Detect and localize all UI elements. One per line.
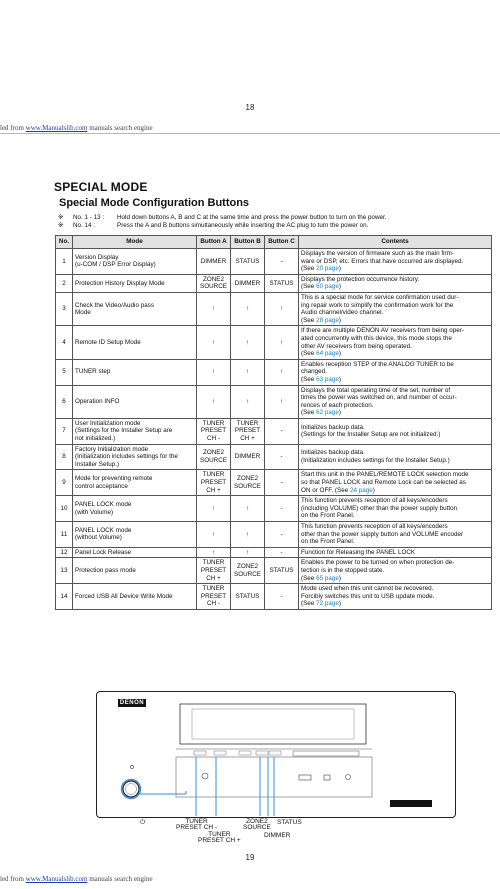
button-b-cell <box>231 385 265 418</box>
cell-line: ↑ <box>211 368 216 376</box>
cell-line: Protection History Display Mode <box>75 279 165 287</box>
mode-name <box>73 249 197 275</box>
header-no: No. <box>56 236 73 249</box>
cell-line: CH - <box>207 435 220 443</box>
contents-cell <box>299 547 492 558</box>
cell-line: DIMMER <box>200 257 227 265</box>
cell-line: ↑ <box>279 397 284 405</box>
cell-line: This function prevents reception of all keys/encoders <box>301 497 448 505</box>
cell-line: ↑ <box>245 504 250 512</box>
cell-line: ↑ <box>245 548 250 556</box>
see-prefix: (See <box>301 350 317 358</box>
bottom-page-number: 19 <box>245 853 255 862</box>
button-a-cell <box>197 418 231 444</box>
command-logo <box>390 800 432 807</box>
cell-line: (Initialization includes settings for the Installer Setup.) <box>301 457 450 465</box>
cell-line: TUNER step <box>75 368 111 376</box>
see-prefix: (See <box>301 316 317 324</box>
cell-line: Installer Setup.) <box>75 460 120 468</box>
mode-name <box>73 274 197 292</box>
cell-line: Operation INFO <box>75 397 120 405</box>
note-key: No. 14 : <box>73 222 96 230</box>
contents-cell <box>299 558 492 584</box>
button-a-cell <box>197 584 231 610</box>
cell-line: times the power was switched on, and number of occur- <box>301 394 457 402</box>
row-number: 3 <box>56 292 73 325</box>
row-number: 8 <box>56 444 73 470</box>
cell-line: on the Front Panel. <box>301 538 355 546</box>
cell-line: ↑ <box>245 530 250 538</box>
row-number: 7 <box>56 418 73 444</box>
power-label: ⏻ <box>140 819 146 826</box>
table-row <box>56 547 492 558</box>
cell-line: - <box>280 504 283 512</box>
table-row <box>56 444 492 470</box>
cell-line: ZONE2 <box>203 449 224 457</box>
cell-line: This is a special mode for service confirmation used dur- <box>301 293 459 301</box>
cell-line: ware or DSP, etc. Errors that have occurred are displayed. <box>301 257 464 265</box>
button-a-cell <box>197 385 231 418</box>
page-reference-link[interactable]: 72 page <box>316 600 339 608</box>
button-c-cell <box>265 584 299 610</box>
page-reference-link[interactable]: 24 page <box>350 486 373 494</box>
button-a-cell <box>197 249 231 275</box>
button-b-cell <box>231 470 265 496</box>
see-prefix: (See <box>301 265 317 273</box>
cell-line: Mode for preventing remote <box>75 475 153 483</box>
button-b-cell <box>231 547 265 558</box>
cell-line: ↑ <box>279 368 284 376</box>
button-c-cell <box>265 558 299 584</box>
manualslib-link[interactable]: www.Manualslib.com <box>25 875 88 883</box>
mode-name <box>73 547 197 558</box>
cell-line: PRESET <box>200 479 227 487</box>
cell-line: so that PANEL LOCK and Remote Lock can be selected as <box>301 479 466 487</box>
cell-line: SOURCE <box>234 570 261 578</box>
row-number: 1 <box>56 249 73 275</box>
dimmer-label: DIMMER <box>264 832 291 839</box>
table-row <box>56 385 492 418</box>
button-a-cell <box>197 496 231 522</box>
mode-name <box>73 418 197 444</box>
button-c-cell <box>265 470 299 496</box>
note-text: Press the A and B buttons simultaneously while inserting the AC plug to turn the power on. <box>117 222 369 230</box>
button-b-cell <box>231 292 265 325</box>
see-suffix: ) <box>338 265 341 273</box>
table-row <box>56 522 492 548</box>
button-c-cell <box>265 444 299 470</box>
page-reference-link[interactable]: 28 page <box>316 316 339 324</box>
header-button-b: Button B <box>231 236 265 249</box>
cell-line: Forcibly switches this unit to USB update mode. <box>301 592 435 600</box>
contents-cell <box>299 496 492 522</box>
mode-name <box>73 444 197 470</box>
contents-cell <box>299 385 492 418</box>
cell-line: tection is in the stopped state. <box>301 566 385 574</box>
cell-line: STATUS <box>235 257 260 265</box>
notes <box>58 214 387 230</box>
contents-cell <box>299 470 492 496</box>
cell-line: - <box>280 257 283 265</box>
button-a-cell <box>197 558 231 584</box>
note-mark: ※ <box>58 214 64 221</box>
cell-line: CH + <box>206 574 221 582</box>
cell-line: changed. <box>301 368 327 376</box>
button-a-cell <box>197 522 231 548</box>
mode-name <box>73 385 197 418</box>
mode-name <box>73 292 197 325</box>
front-button <box>269 751 281 755</box>
note-line <box>58 214 387 222</box>
note-text: Hold down buttons A, B and C at the same time and press the power button to turn on the power. <box>117 214 387 221</box>
button-c-cell <box>265 326 299 359</box>
cell-line: This function prevents reception of all keys/encoders <box>301 523 448 530</box>
cell-line: PANEL LOCK mode <box>75 501 132 509</box>
see-suffix: ) <box>338 574 341 582</box>
cell-line: (including VOLUME) other than the power supply button <box>301 504 458 512</box>
cell-line: Check the Video/Audio pass <box>75 301 154 309</box>
page-reference-link[interactable]: 62 page <box>316 409 339 417</box>
row-number: 13 <box>56 558 73 584</box>
row-number: 2 <box>56 274 73 292</box>
cell-line: other AV receivers from being operated. <box>301 342 412 350</box>
button-b-cell <box>231 558 265 584</box>
cell-line: ↑ <box>211 548 216 556</box>
header-contents: Contents <box>299 236 492 249</box>
cell-line: on the Front Panel. <box>301 512 355 520</box>
see-suffix: ) <box>338 375 341 383</box>
cell-line: Displays the protection occurrence history. <box>301 275 420 283</box>
button-strip <box>293 751 359 756</box>
cell-line: PRESET <box>200 427 227 435</box>
cell-line: PRESET <box>200 566 227 574</box>
button-c-cell <box>265 418 299 444</box>
button-a-cell <box>197 547 231 558</box>
footer-prefix: led from <box>0 124 26 132</box>
see-suffix: ) <box>338 283 341 291</box>
cell-line: (Initialization includes settings for the <box>75 453 178 461</box>
footer-suffix: manuals search engine <box>87 124 153 132</box>
see-prefix: (See <box>301 574 317 582</box>
cell-line: Mode used when this unit cannot be recovered. <box>301 585 434 593</box>
row-number: 11 <box>56 522 73 548</box>
header-button-c: Button C <box>265 236 299 249</box>
page-reference-link[interactable]: 60 page <box>316 283 339 291</box>
table-row <box>56 418 492 444</box>
see-prefix: (See <box>301 600 317 608</box>
cell-line: control acceptance <box>75 482 128 490</box>
button-b-cell <box>231 522 265 548</box>
cell-line: ↑ <box>211 504 216 512</box>
table-row <box>56 558 492 584</box>
cell-line: ated concurrently with this device, this mode stops the <box>301 334 452 342</box>
cell-line: (Settings for the Installer Setup are <box>75 427 173 435</box>
cell-line: CH + <box>240 435 255 443</box>
cell-line: Forced USB All Device Write Mode <box>75 592 173 600</box>
cell-line: (without Volume) <box>75 534 122 542</box>
cell-line: SOURCE <box>200 283 227 291</box>
page-reference-link[interactable]: 20 page <box>316 265 339 273</box>
table-row <box>56 292 492 325</box>
see-suffix: ) <box>338 350 341 358</box>
cell-line: SOURCE <box>200 457 227 465</box>
zone2-source-label: ZONE2 SOURCE <box>243 818 271 831</box>
button-c-cell <box>265 292 299 325</box>
cell-line: other than the power supply button and VOLUME encoder <box>301 530 464 538</box>
cell-line: rences of each protection. <box>301 401 374 409</box>
cell-line: PRESET <box>234 427 261 435</box>
mode-name <box>73 470 197 496</box>
cell-line: ing repair work to simplify the confirmation work for the <box>301 301 454 309</box>
row-number: 10 <box>56 496 73 522</box>
button-c-cell <box>265 385 299 418</box>
receiver-diagram <box>96 691 454 816</box>
cell-line: - <box>280 453 283 461</box>
contents-cell <box>299 249 492 275</box>
see-prefix: (See <box>301 283 317 291</box>
cell-line: ↑ <box>211 305 216 313</box>
front-button <box>256 751 268 755</box>
contents-cell <box>299 418 492 444</box>
button-a-cell <box>197 274 231 292</box>
cell-line: Displays the total operating time of the set, number of <box>301 386 451 394</box>
contents-cell <box>299 326 492 359</box>
contents-cell <box>299 584 492 610</box>
table-row <box>56 470 492 496</box>
cell-line: User Initialization mode <box>75 419 141 427</box>
see-prefix: ON or OFF. (See <box>301 486 350 494</box>
usb-port-icon <box>324 775 330 780</box>
cell-line: ↑ <box>245 368 250 376</box>
footer-suffix: manuals search engine <box>87 875 153 883</box>
cell-line: Function for Releasing the PANEL LOCK <box>301 548 416 556</box>
cell-line: PANEL LOCK mode <box>75 526 132 534</box>
tuner-preset-minus-label: TUNER PRESET CH - <box>176 818 218 831</box>
see-suffix: ) <box>338 409 341 417</box>
hdmi-port-icon <box>299 775 311 780</box>
cell-line: - <box>280 548 283 556</box>
contents-cell <box>299 522 492 548</box>
cell-line: Start this unit in the PANEL/REMOTE LOCK selection mode <box>301 471 469 479</box>
cell-line: DIMMER <box>234 453 261 461</box>
row-number: 14 <box>56 584 73 610</box>
mode-name <box>73 496 197 522</box>
cell-line: TUNER <box>202 419 225 427</box>
contents-cell <box>299 274 492 292</box>
top-page-number: 18 <box>245 103 255 112</box>
display-inner <box>192 709 354 739</box>
cell-line: ↑ <box>279 305 284 313</box>
row-number: 12 <box>56 547 73 558</box>
cell-line: If there are multiple DENON AV receivers from being oper- <box>301 327 464 335</box>
cell-line: Factory Initialization mode <box>75 445 149 453</box>
cell-line: Protection pass mode <box>75 566 136 574</box>
cell-line: - <box>280 479 283 487</box>
cell-line: ↑ <box>279 338 284 346</box>
cell-line: (u-COM / DSP Error Display) <box>75 261 156 269</box>
row-number: 4 <box>56 326 73 359</box>
cell-line: (with Volume) <box>75 508 114 516</box>
cell-line: TUNER <box>202 559 225 567</box>
cell-line: Enables the power to be turned on when protection de- <box>301 559 455 567</box>
button-a-cell <box>197 444 231 470</box>
table-row <box>56 249 492 275</box>
table-row <box>56 584 492 610</box>
cell-line: DIMMER <box>234 279 261 287</box>
note-key: No. 1 - 13 : <box>73 214 105 221</box>
page-reference-link[interactable]: 63 page <box>316 375 339 383</box>
cell-line: Version Display <box>75 253 119 261</box>
special-mode-table <box>55 235 492 610</box>
cell-line: STATUS <box>235 592 260 600</box>
button-c-cell <box>265 547 299 558</box>
button-a-cell <box>197 292 231 325</box>
cell-line: - <box>280 592 283 600</box>
headphone-jack-icon <box>346 775 351 780</box>
cell-line: ↑ <box>245 338 250 346</box>
table-row <box>56 496 492 522</box>
table-row <box>56 274 492 292</box>
standby-led-icon <box>130 765 133 768</box>
table-header-row <box>56 236 492 249</box>
footer-top <box>0 124 153 132</box>
page-reference-link[interactable]: 64 page <box>316 350 339 358</box>
mode-name <box>73 584 197 610</box>
cell-line: STATUS <box>269 279 294 287</box>
see-suffix: ) <box>338 316 341 324</box>
divider <box>0 133 500 134</box>
button-b-cell <box>231 274 265 292</box>
button-b-cell <box>231 326 265 359</box>
header-button-a: Button A <box>197 236 231 249</box>
cell-line: SOURCE <box>234 482 261 490</box>
button-c-cell <box>265 274 299 292</box>
contents-cell <box>299 292 492 325</box>
cell-line: ↑ <box>211 530 216 538</box>
header-mode: Mode <box>73 236 197 249</box>
cell-line: Mode <box>75 309 91 317</box>
cell-line: PRESET <box>200 592 227 600</box>
cell-line: Enables reception STEP of the ANALOG TUNER to be <box>301 360 454 368</box>
see-prefix: (See <box>301 375 317 383</box>
button-c-cell <box>265 522 299 548</box>
front-button <box>214 751 226 755</box>
cell-line: TUNER <box>202 471 225 479</box>
button-b-cell <box>231 359 265 385</box>
footer-bottom <box>0 875 153 883</box>
button-c-cell <box>265 249 299 275</box>
cell-line: CH + <box>206 486 221 494</box>
front-button <box>239 751 251 755</box>
cell-line: (Settings for the Installer Setup are not initialized.) <box>301 431 441 439</box>
contents-cell <box>299 444 492 470</box>
cell-line: Displays the version of firmware such as the main firm- <box>301 250 454 257</box>
denon-logo: DENON <box>119 700 145 706</box>
cell-line: not initialized.) <box>75 435 116 443</box>
see-suffix: ) <box>338 600 341 608</box>
contents-cell <box>299 359 492 385</box>
see-prefix: (See <box>301 409 317 417</box>
row-number: 5 <box>56 359 73 385</box>
page-reference-link[interactable]: 65 page <box>316 574 339 582</box>
cell-line: TUNER <box>236 419 259 427</box>
button-b-cell <box>231 444 265 470</box>
display-window <box>180 704 366 744</box>
cell-line: Panel Lock Release <box>75 548 132 556</box>
cell-line: ZONE2 <box>237 475 258 483</box>
mode-name <box>73 522 197 548</box>
cell-line: Initializes backup data. <box>301 449 365 457</box>
front-button <box>194 751 206 755</box>
table-row <box>56 359 492 385</box>
section-heading: SPECIAL MODE <box>54 180 148 194</box>
cell-line: ↑ <box>245 397 250 405</box>
cell-line: - <box>280 427 283 435</box>
cell-line: Audio channel/video channel. <box>301 309 384 317</box>
button-c-cell <box>265 359 299 385</box>
cell-line: ↑ <box>245 305 250 313</box>
tuner-preset-plus-label: TUNER PRESET CH + <box>198 831 241 844</box>
table-row <box>56 326 492 359</box>
see-suffix: ) <box>372 486 375 494</box>
button-c-cell <box>265 496 299 522</box>
cell-line: Remote ID Setup Mode <box>75 338 141 346</box>
cell-line: ↑ <box>211 397 216 405</box>
button-a-cell <box>197 359 231 385</box>
button-a-cell <box>197 326 231 359</box>
cell-line: ZONE2 <box>237 563 258 571</box>
button-b-cell <box>231 584 265 610</box>
cell-line: TUNER <box>202 585 225 593</box>
cell-line: - <box>280 530 283 538</box>
cell-line: Initializes backup data. <box>301 423 365 431</box>
footer-prefix: led from <box>0 875 26 883</box>
note-line <box>58 222 387 230</box>
button-b-cell <box>231 418 265 444</box>
cell-line: ↑ <box>211 338 216 346</box>
cell-line: CH - <box>207 600 220 608</box>
mode-name <box>73 326 197 359</box>
manualslib-link[interactable]: www.Manualslib.com <box>25 124 88 132</box>
section-subheading: Special Mode Configuration Buttons <box>59 197 250 209</box>
cell-line: STATUS <box>269 566 294 574</box>
button-a-cell <box>197 470 231 496</box>
row-number: 9 <box>56 470 73 496</box>
row-number: 6 <box>56 385 73 418</box>
knob-icon <box>202 773 208 779</box>
status-label: STATUS <box>277 819 302 826</box>
button-b-cell <box>231 249 265 275</box>
mode-name <box>73 558 197 584</box>
cell-line: ZONE2 <box>203 275 224 283</box>
mode-name <box>73 359 197 385</box>
button-b-cell <box>231 496 265 522</box>
note-mark: ※ <box>58 222 64 230</box>
